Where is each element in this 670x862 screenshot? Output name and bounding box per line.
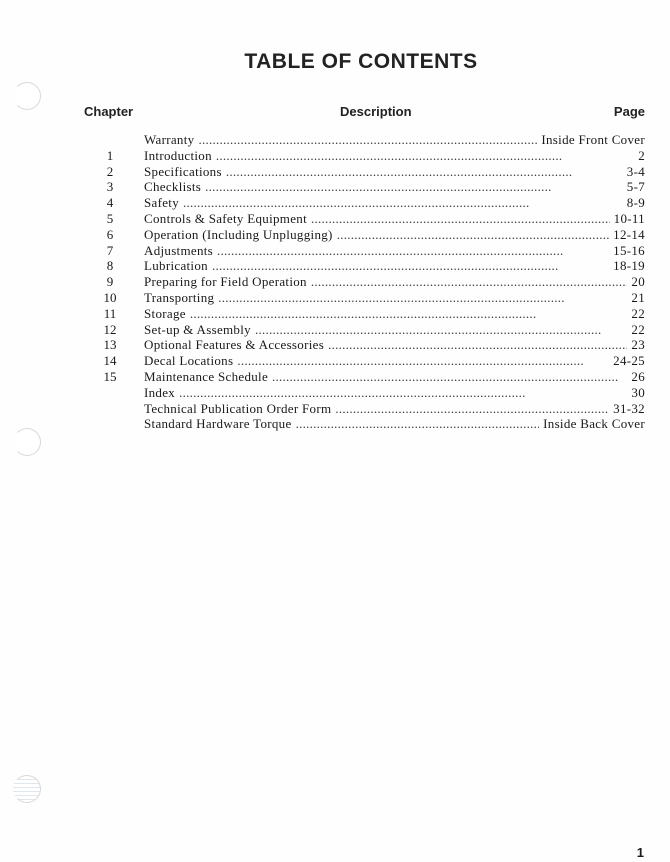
toc-description: Optional Features & Accessories (144, 337, 325, 353)
toc-page-reference: 5-7 (626, 179, 645, 195)
toc-description: Lubrication (144, 258, 208, 274)
toc-dot-leader (255, 322, 627, 338)
toc-description: Checklists (144, 179, 202, 195)
binder-hole-bottom (13, 775, 41, 803)
toc-description: Operation (Including Unplugging) (144, 226, 333, 242)
toc-entry (144, 416, 645, 432)
toc-dot-leader (335, 401, 609, 417)
toc-page-reference: 18-19 (613, 258, 645, 274)
toc-entry (144, 401, 645, 417)
toc-row (100, 306, 645, 322)
toc-description: Safety (144, 195, 180, 211)
toc-row (100, 369, 645, 385)
toc-dot-leader (198, 132, 537, 148)
toc-description: Preparing for Field Operation (144, 274, 307, 290)
toc-entry (144, 211, 645, 227)
toc-entry (144, 353, 645, 369)
toc-row (100, 401, 645, 417)
toc-row (100, 290, 645, 306)
toc-page-reference: 23 (631, 337, 645, 353)
toc-page-reference: 8-9 (626, 195, 645, 211)
toc-dot-leader (311, 274, 628, 290)
toc-chapter-number: 13 (103, 337, 117, 353)
toc-page-reference: 2 (638, 147, 645, 163)
toc-chapter-number: 9 (106, 274, 114, 290)
toc-description: Standard Hardware Torque (144, 416, 292, 432)
toc-page-reference: 12-14 (613, 226, 645, 242)
toc-page-reference: Inside Back Cover (543, 416, 645, 432)
toc-description: Introduction (144, 147, 212, 163)
toc-dot-leader (226, 164, 623, 180)
toc-description: Adjustments (144, 242, 214, 258)
page-column-header: Page (613, 104, 645, 119)
toc-chapter-number: 12 (103, 321, 117, 337)
toc-page-reference: 10-11 (613, 210, 645, 226)
page-title: TABLE OF CONTENTS (244, 50, 478, 73)
toc-chapter-number: 5 (106, 210, 114, 226)
toc-row (100, 132, 645, 148)
toc-page-reference: 24-25 (613, 353, 645, 369)
toc-page-reference: Inside Front Cover (541, 132, 645, 147)
toc-row (100, 211, 645, 227)
toc-chapter-number: 6 (106, 226, 114, 242)
toc-dot-leader (216, 148, 634, 164)
toc-entry (144, 132, 645, 148)
toc-row (100, 274, 645, 290)
toc-dot-leader (183, 195, 623, 211)
toc-description: Storage (144, 305, 186, 321)
toc-entry (144, 337, 645, 353)
toc-dot-leader (337, 227, 609, 243)
toc-chapter-number: 3 (106, 179, 114, 195)
toc-row (100, 385, 645, 401)
toc-dot-leader (218, 290, 627, 306)
toc-entry (144, 290, 645, 306)
toc-entry (144, 385, 645, 401)
toc-description: Index (144, 384, 176, 400)
toc-description: Decal Locations (144, 353, 234, 369)
toc-row (100, 179, 645, 195)
toc-chapter-number: 14 (103, 353, 117, 369)
toc-entry (144, 164, 645, 180)
toc-page-reference: 26 (631, 368, 645, 384)
toc-page-reference: 31-32 (613, 400, 645, 416)
toc-page-reference: 15-16 (613, 242, 645, 258)
toc-description: Warranty (144, 132, 195, 147)
toc-chapter-number: 10 (103, 289, 117, 305)
toc-entry (144, 274, 645, 290)
toc-entry (144, 243, 645, 259)
toc-row (100, 164, 645, 180)
chapter-column-header: Chapter (84, 104, 134, 119)
toc-description: Transporting (144, 289, 215, 305)
toc-row (100, 148, 645, 164)
toc-dot-leader (237, 353, 609, 369)
page-number: 1 (636, 845, 644, 860)
toc-row (100, 353, 645, 369)
toc-row (100, 227, 645, 243)
toc-entry (144, 179, 645, 195)
toc-dot-leader (205, 179, 623, 195)
toc-dot-leader (190, 306, 628, 322)
toc-entry (144, 322, 645, 338)
toc-page-reference: 3-4 (626, 163, 645, 179)
toc-chapter-number: 7 (106, 242, 114, 258)
toc-description: Specifications (144, 163, 222, 179)
toc-row (100, 322, 645, 338)
toc-page-reference: 20 (631, 274, 645, 290)
toc-entry (144, 195, 645, 211)
toc-row (100, 416, 645, 432)
toc-chapter-number: 8 (106, 258, 114, 274)
binder-hole-top (13, 82, 41, 110)
toc-dot-leader (328, 337, 627, 353)
toc-page-reference: 22 (631, 321, 645, 337)
toc-page-reference: 21 (631, 289, 645, 305)
toc-chapter-number: 4 (106, 195, 114, 211)
toc-description: Set-up & Assembly (144, 321, 251, 337)
toc-description: Technical Publication Order Form (144, 400, 332, 416)
binder-hole-middle (13, 428, 41, 456)
toc-dot-leader (272, 369, 627, 385)
toc-row (100, 258, 645, 274)
toc-dot-leader (212, 258, 609, 274)
toc-entry (144, 369, 645, 385)
toc-chapter-number: 11 (103, 305, 117, 321)
toc-entry (144, 148, 645, 164)
toc-chapter-number: 2 (106, 163, 114, 179)
toc-page-reference: 22 (631, 305, 645, 321)
toc-chapter-number: 15 (103, 368, 117, 384)
toc-row (100, 195, 645, 211)
toc-row (100, 243, 645, 259)
toc-list (100, 132, 645, 432)
toc-dot-leader (311, 211, 610, 227)
toc-dot-leader (217, 243, 609, 259)
description-column-header: Description (340, 104, 412, 119)
toc-chapter-number: 1 (106, 147, 114, 163)
toc-entry (144, 258, 645, 274)
toc-entry (144, 227, 645, 243)
toc-dot-leader (179, 385, 627, 401)
toc-dot-leader (296, 416, 540, 432)
toc-page-reference: 30 (631, 384, 645, 400)
toc-row (100, 337, 645, 353)
toc-entry (144, 306, 645, 322)
toc-description: Controls & Safety Equipment (144, 210, 308, 226)
toc-description: Maintenance Schedule (144, 368, 269, 384)
